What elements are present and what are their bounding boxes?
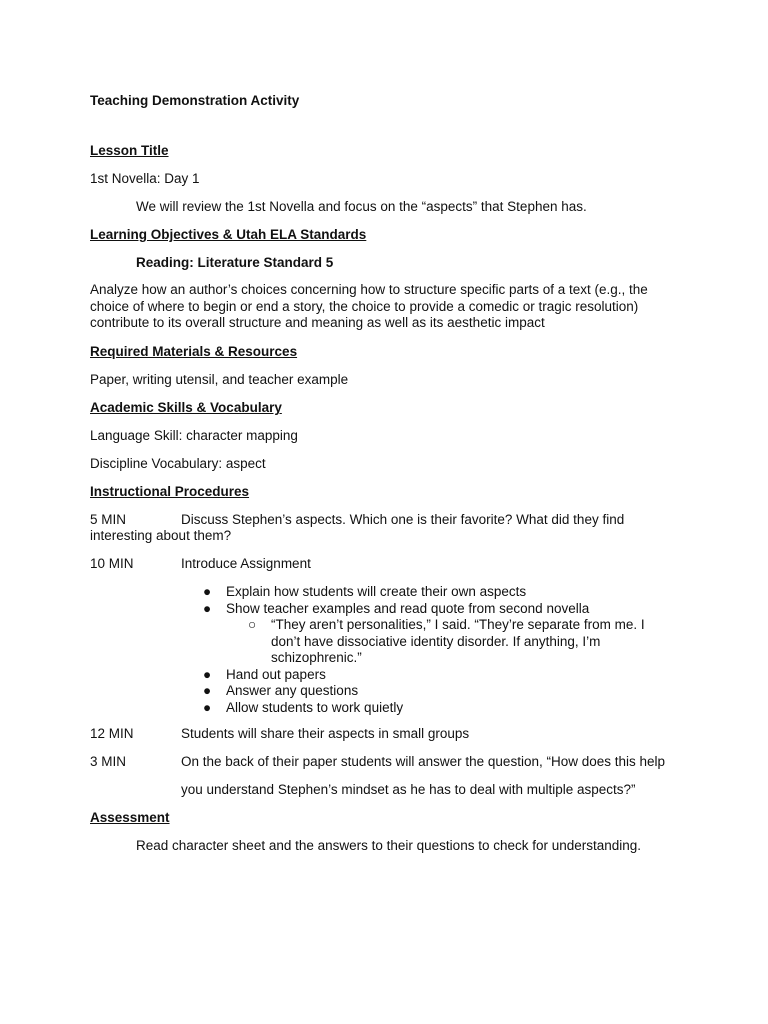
bullet-icon: ● [203, 683, 212, 698]
list-item: ● Allow students to work quietly [203, 699, 404, 715]
list-item: ● Explain how students will create their own aspects [203, 584, 527, 599]
list-item: ● Answer any questions [203, 683, 359, 698]
assessment-heading: Assessment [90, 810, 170, 825]
lesson-title-heading: Lesson Title [90, 143, 169, 158]
lesson-title: 1st Novella: Day 1 [90, 171, 200, 186]
step3-text: Students will share their aspects in small groups [181, 726, 470, 741]
step4-time: 3 MIN [90, 754, 127, 769]
procedures-heading: Instructional Procedures [90, 484, 250, 499]
step4-text-line1: On the back of their paper students will answer the question, “How does this help [181, 754, 666, 769]
step2-bullet-list [181, 584, 661, 716]
step1-time: 5 MIN [90, 512, 127, 527]
step4-text-line2: you understand Stephen’s mindset as he has to deal with multiple aspects?” [181, 782, 636, 797]
step1-text-line2: interesting about them? [90, 528, 232, 543]
materials-text: Paper, writing utensil, and teacher example [90, 372, 349, 387]
objectives-heading: Learning Objectives & Utah ELA Standards [90, 227, 367, 242]
bullet-icon: ● [203, 699, 212, 715]
hollow-bullet-icon: ○ [248, 617, 257, 632]
document-title: Teaching Demonstration Activity [90, 93, 300, 108]
quote-item: ○ “They aren’t personalities,” I said. “They’re separate from me. I don’t have dissociative identity disorder. If anything, I’m schizophrenic.” [248, 617, 645, 665]
lesson-summary: We will review the 1st Novella and focus on the “aspects” that Stephen has. [136, 199, 587, 214]
list-item: ● Show teacher examples and read quote from second novella [203, 600, 590, 616]
language-skill: Language Skill: character mapping [90, 428, 298, 443]
step2-text: Introduce Assignment [181, 556, 311, 571]
standard-title: Reading: Literature Standard 5 [136, 255, 334, 270]
step1-text-line1: Discuss Stephen’s aspects. Which one is their favorite? What did they find [181, 512, 625, 527]
list-item: ● Hand out papers [203, 666, 326, 682]
bullet-icon: ● [203, 600, 212, 616]
skills-heading: Academic Skills & Vocabulary [90, 400, 282, 415]
assessment-text: Read character sheet and the answers to their questions to check for understanding. [136, 838, 642, 853]
bullet-icon: ● [203, 666, 212, 682]
bullet-icon: ● [203, 584, 212, 599]
step3-time: 12 MIN [90, 726, 134, 741]
materials-heading: Required Materials & Resources [90, 344, 298, 359]
discipline-vocabulary: Discipline Vocabulary: aspect [90, 456, 266, 471]
standard-description: Analyze how an author’s choices concerning how to structure specific parts of a text (e.g., the choice of where to begin or end a story, the choice to provide a comedic or tragic resolution) contribute to its overall structure and meaning as well as its aesthetic impact [90, 282, 648, 330]
step2-time: 10 MIN [90, 556, 134, 571]
